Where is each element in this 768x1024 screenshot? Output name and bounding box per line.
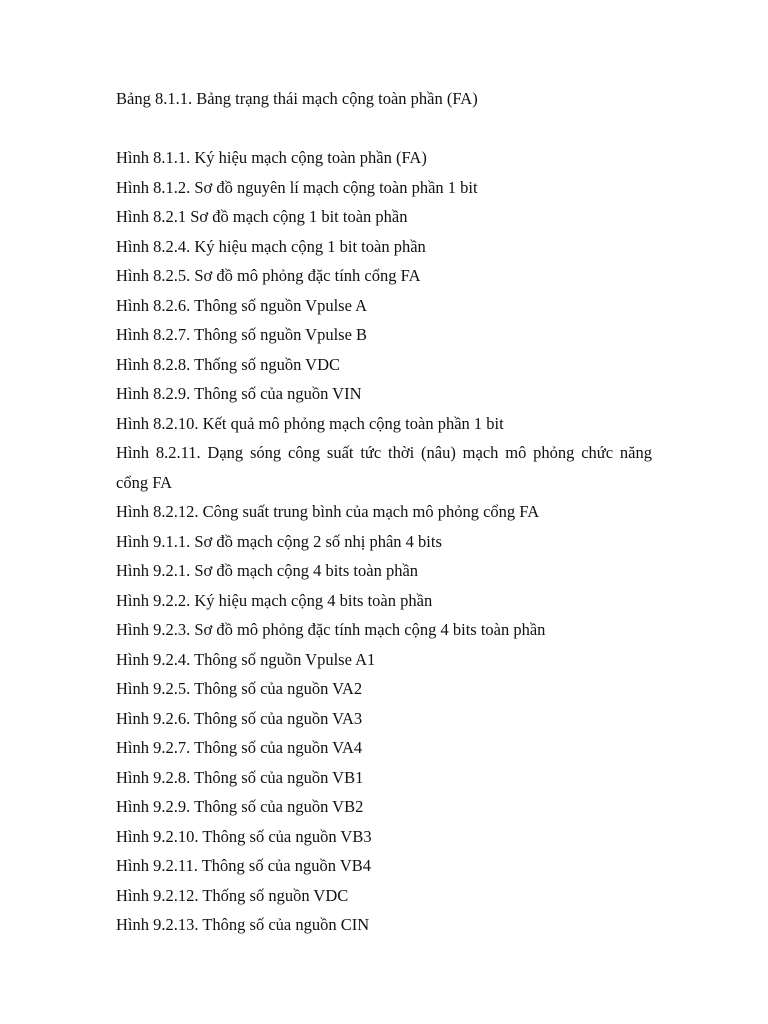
figure-item: Hình 8.2.4. Ký hiệu mạch cộng 1 bit toàn phần <box>116 236 426 256</box>
figure-item: Hình 8.2.10. Kết quả mô phỏng mạch cộng toàn phần 1 bit <box>116 413 504 433</box>
figure-item: Hình 8.2.12. Công suất trung bình của mạch mô phỏng cổng FA <box>116 502 540 521</box>
figure-item: Hình 8.2.7. Thông số nguồn Vpulse B <box>116 325 368 344</box>
figure-item: Hình 9.2.11. Thông số của nguồn VB4 <box>116 856 371 875</box>
figure-item: Hình 8.2.6. Thông số nguồn Vpulse A <box>116 295 368 315</box>
figure-item: Hình 9.2.3. Sơ đồ mô phỏng đặc tính mạch cộng 4 bits toàn phần <box>116 620 546 639</box>
figure-item: Hình 9.2.6. Thông số của nguồn VA3 <box>116 708 363 728</box>
figure-item: Hình 9.2.4. Thông số nguồn Vpulse A1 <box>116 649 376 669</box>
figure-item: Hình 9.2.2. Ký hiệu mạch cộng 4 bits toàn phần <box>116 590 433 610</box>
figure-item: Hình 9.2.13. Thông số của nguồn CIN <box>116 915 370 934</box>
table-caption: Bảng 8.1.1. Bảng trạng thái mạch cộng toàn phần (FA) <box>116 89 478 108</box>
figure-list <box>116 143 652 940</box>
figure-item: Hình 8.2.1 Sơ đồ mạch cộng 1 bit toàn phần <box>116 207 408 226</box>
figure-item: Hình 8.2.5. Sơ đồ mô phỏng đặc tính cổng FA <box>116 266 421 285</box>
figure-item: Hình 9.2.12. Thống số nguồn VDC <box>116 885 349 905</box>
figure-item: Hình 9.2.9. Thông số của nguồn VB2 <box>116 797 364 816</box>
figure-item: Hình 9.2.5. Thông số của nguồn VA2 <box>116 679 363 698</box>
figure-item: Hình 8.1.2. Sơ đồ nguyên lí mạch cộng toàn phần 1 bit <box>116 177 478 197</box>
figure-item: Hình 8.2.8. Thống số nguồn VDC <box>116 354 340 374</box>
figure-item: Hình 9.2.1. Sơ đồ mạch cộng 4 bits toàn phần <box>116 561 419 580</box>
figure-item: Hình 8.2.11. Dạng sóng công suất tức thời (nâu) mạch mô phỏng chức năng cổng FA <box>116 443 652 492</box>
figure-item: Hình 9.2.8. Thông số của nguồn VB1 <box>116 767 364 787</box>
figure-item: Hình 8.1.1. Ký hiệu mạch cộng toàn phần (FA) <box>116 148 427 167</box>
figure-item: Hình 9.1.1. Sơ đồ mạch cộng 2 số nhị phân 4 bits <box>116 531 442 551</box>
figure-item: Hình 9.2.10. Thông số của nguồn VB3 <box>116 826 372 846</box>
figure-item: Hình 8.2.9. Thông số của nguồn VIN <box>116 384 362 403</box>
document-page <box>116 84 652 940</box>
figure-item: Hình 9.2.7. Thông số của nguồn VA4 <box>116 738 363 757</box>
